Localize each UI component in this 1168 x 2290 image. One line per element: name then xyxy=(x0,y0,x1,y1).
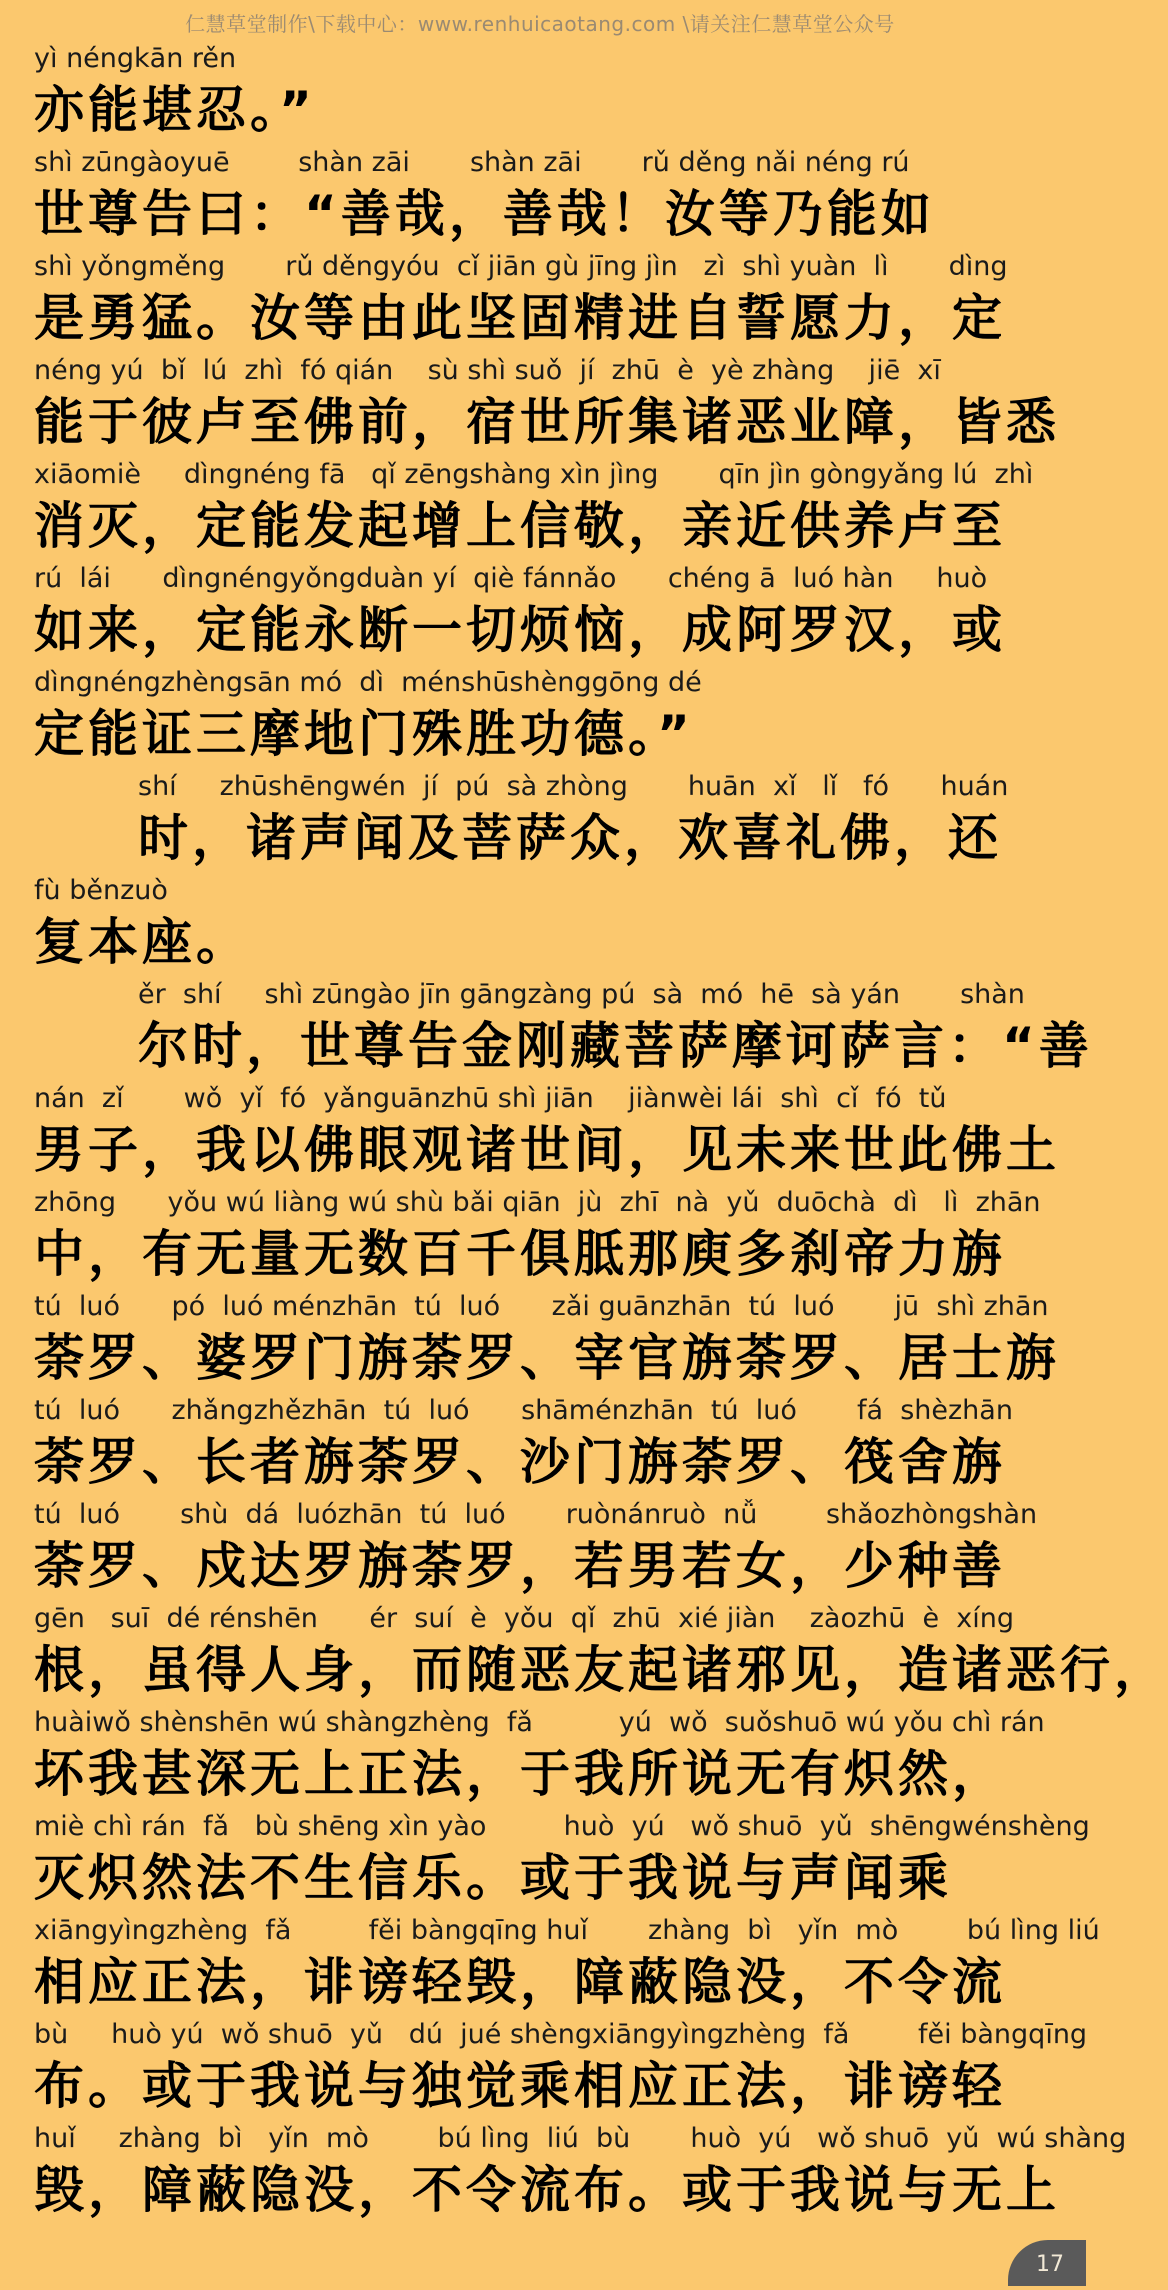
chinese-text: 尔时，世尊告金刚藏菩萨摩诃萨言：“善 xyxy=(138,1017,1093,1075)
text-line xyxy=(34,1083,1060,1188)
chinese-text: 坏我甚深无上正法，于我所说无有炽然， xyxy=(34,1745,1006,1803)
pinyin-annotation: xiāomiè dìngnéng fā qǐ zēngshàng xìn jìng qīn jìn gòngyǎng lú zhì xyxy=(34,459,1034,490)
pinyin-annotation: yì néngkān rěn xyxy=(34,43,237,74)
chinese-text: 中，有无量无数百千俱胝那庾多刹帝力旃 xyxy=(34,1225,1006,1283)
scripture-text xyxy=(34,43,1168,2228)
text-line xyxy=(34,2019,1088,2124)
pinyin-annotation: shí zhūshēngwén jí pú sà zhòng huān xǐ lǐ fó huán xyxy=(138,771,1009,802)
pinyin-annotation: rú lái dìngnéngyǒngduàn yí qiè fánnǎo chéng ā luó hàn huò xyxy=(34,563,988,594)
text-line xyxy=(34,44,1046,148)
chinese-text: 荼罗、长者旃荼罗、沙门旃荼罗、筏舍旃 xyxy=(34,1433,1006,1491)
chinese-text: 荼罗、戍达罗旃荼罗，若男若女，少种善 xyxy=(34,1537,1006,1595)
text-line xyxy=(34,1708,1046,1812)
pinyin-annotation: miè chì rán fǎ bù shēng xìn yào huò yú wǒ shuō yǔ shēngwénshèng xyxy=(34,1811,1090,1842)
text-line xyxy=(34,148,1046,252)
pinyin-annotation: tú luó shù dá luózhān tú luó ruònánruò nǚ shǎozhòngshàn xyxy=(34,1499,1038,1530)
chinese-text: 灭炽然法不生信乐。或于我说与声闻乘 xyxy=(34,1849,952,1907)
pinyin-annotation: bù huò yú wǒ shuō yǔ dú jué shèngxiāngyìngzhèng fǎ fěi bàngqīng xyxy=(34,2019,1088,2050)
chinese-text: 如来，定能永断一切烦恼，成阿罗汉，或 xyxy=(34,601,1006,659)
chinese-text: 荼罗、婆罗门旃荼罗、宰官旃荼罗、居士旃 xyxy=(34,1329,1060,1387)
pinyin-annotation: dìngnéngzhèngsān mó dì ménshūshènggōng dé xyxy=(34,667,702,698)
text-line xyxy=(34,1396,1046,1500)
text-line xyxy=(34,2123,1127,2228)
pinyin-annotation: huǐ zhàng bì yǐn mò bú lìng liú bù huò yú wǒ shuō yǔ wú shàng xyxy=(34,2123,1127,2154)
chinese-text: 消灭，定能发起增上信敬，亲近供养卢至 xyxy=(34,497,1006,555)
page-number-badge: 17 xyxy=(1008,2240,1086,2286)
chinese-text: 定能证三摩地门殊胜功德。” xyxy=(34,705,694,763)
pinyin-annotation: xiāngyìngzhèng fǎ fěi bàngqīng huǐ zhàng bì yǐn mò bú lìng liú xyxy=(34,1915,1100,1946)
chinese-text: 时，诸声闻及菩萨众，欢喜礼佛，还 xyxy=(138,809,1002,867)
pinyin-annotation: fù běnzuò xyxy=(34,875,168,906)
chinese-text: 毁，障蔽隐没，不令流布。或于我说与无上 xyxy=(34,2161,1060,2219)
chinese-text: 亦能堪忍。” xyxy=(34,81,316,139)
page-header: 仁慧草堂制作\下载中心：www.renhuicaotang.com \请关注仁慧草堂公众号 xyxy=(185,12,895,36)
chinese-text: 布。或于我说与独觉乘相应正法，诽谤轻 xyxy=(34,2057,1006,2115)
text-line xyxy=(34,979,1093,1084)
chinese-text: 世尊告曰：“善哉，善哉！汝等乃能如 xyxy=(34,185,935,243)
pinyin-annotation: ěr shí shì zūngào jīn gāngzàng pú sà mó hē sà yán shàn xyxy=(138,979,1025,1010)
text-line xyxy=(34,564,1046,668)
text-line xyxy=(34,772,1046,876)
text-line xyxy=(34,876,1046,980)
text-line xyxy=(34,1188,1046,1292)
chinese-text: 能于彼卢至佛前，宿世所集诸恶业障，皆悉 xyxy=(34,393,1060,451)
text-line xyxy=(34,460,1046,564)
pinyin-annotation: néng yú bǐ lú zhì fó qián sù shì suǒ jí zhū è yè zhàng jiē xī xyxy=(34,355,941,386)
text-line xyxy=(34,1603,1168,1708)
pinyin-annotation: huàiwǒ shènshēn wú shàngzhèng fǎ yú wǒ suǒshuō wú yǒu chì rán xyxy=(34,1707,1045,1738)
text-line xyxy=(34,355,1060,460)
text-line xyxy=(34,1915,1100,2020)
pinyin-annotation: shì yǒngměng rǔ děngyóu cǐ jiān gù jīng jìn zì shì yuàn lì dìng xyxy=(34,251,1008,282)
text-line xyxy=(34,1291,1060,1396)
chinese-text: 复本座。 xyxy=(34,913,250,971)
chinese-text: 根，虽得人身，而随恶友起诸邪见，造诸恶行， xyxy=(34,1641,1168,1699)
text-line xyxy=(34,252,1046,356)
pinyin-annotation: zhōng yǒu wú liàng wú shù bǎi qiān jù zhī nà yǔ duōchà dì lì zhān xyxy=(34,1187,1041,1218)
text-line xyxy=(34,1811,1090,1916)
pinyin-annotation: gēn suī dé rénshēn ér suí è yǒu qǐ zhū xié jiàn zàozhū è xíng xyxy=(34,1603,1015,1634)
text-line xyxy=(34,668,1046,772)
pinyin-annotation: tú luó pó luó ménzhān tú luó zǎi guānzhān tú luó jū shì zhān xyxy=(34,1291,1049,1322)
pinyin-annotation: nán zǐ wǒ yǐ fó yǎnguānzhū shì jiān jiànwèi lái shì cǐ fó tǔ xyxy=(34,1083,947,1114)
chinese-text: 相应正法，诽谤轻毁，障蔽隐没，不令流 xyxy=(34,1953,1006,2011)
pinyin-annotation: shì zūngàoyuē shàn zāi shàn zāi rǔ děng nǎi néng rú xyxy=(34,147,910,178)
chinese-text: 男子，我以佛眼观诸世间，见未来世此佛土 xyxy=(34,1121,1060,1179)
chinese-text: 是勇猛。汝等由此坚固精进自誓愿力，定 xyxy=(34,289,1006,347)
text-line xyxy=(34,1500,1046,1604)
pinyin-annotation: tú luó zhǎngzhězhān tú luó shāménzhān tú luó fá shèzhān xyxy=(34,1395,1013,1426)
